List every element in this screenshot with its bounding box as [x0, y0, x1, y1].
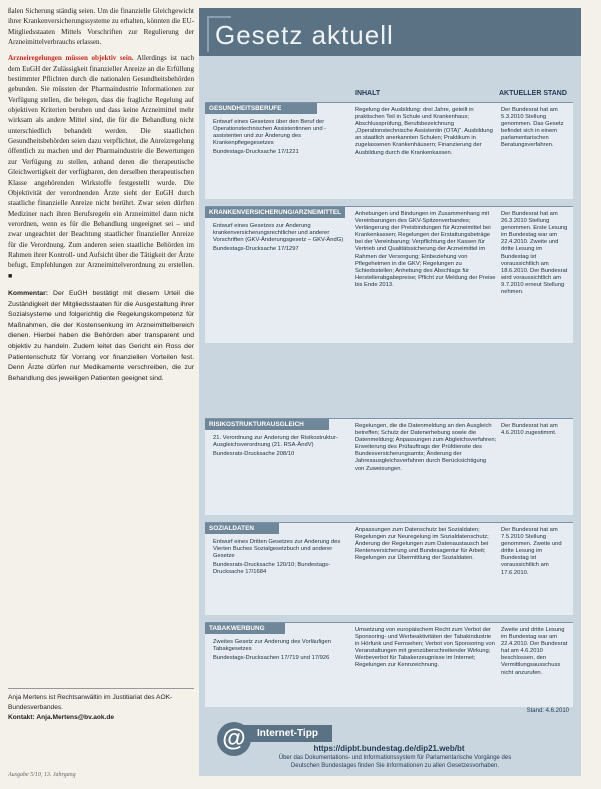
section-title: TABAKWERBUNG	[205, 623, 285, 634]
law-content: Anpassungen zum Datenschutz bei Sozialdaten; Regelungen zur Neuregelung im Sozialdatenschutz; Änderung der Regelungen zum Datenaustausch bei Rentenversicherung und Bundesagentur für Arbeit; Regelungen zur Übermittlung der Sozialdaten.	[355, 527, 489, 562]
panel-title: Gesetz aktuell	[215, 20, 394, 50]
commentary-lead: Kommentar:	[8, 289, 49, 297]
column-header-inhalt: INHALT	[355, 90, 381, 97]
law-title: Entwurf eines Gesetzes über den Beruf der Operationstechnischen Assistentinnen und -assistenten und zur Änderung des Krankenpflegegesetzes Bundestags-Drucksache 17/1221	[213, 119, 345, 156]
article-column	[8, 6, 194, 384]
law-title: Zweites Gesetz zur Änderung des Vorläufigen Tabakgesetzes Bundestags-Drucksachen 17/719 und 17/926	[213, 639, 345, 662]
author-bio: Anja Mertens ist Rechtsanwältin im Justitiariat des AOK-Bundesverbandes.	[8, 694, 173, 711]
section-krankenversicherung	[205, 206, 573, 343]
author-contact[interactable]: Kontakt: Anja.Mertens@bv.aok.de	[8, 714, 115, 721]
at-sign-icon: @	[217, 722, 251, 756]
internet-tip-text: Über das Dokumentations- und Informationssystem für Parlamentarische Vorgänge des Deutschen Bundestages finden Sie Informationen zu allen Gesetzesvorhaben.	[278, 755, 512, 769]
article-subhead: Arzneiregelungen müssen objektiv sein.	[8, 54, 134, 63]
section-title: SOZIALDATEN	[205, 523, 279, 534]
law-title: 21. Verordnung zur Änderung der Risikostruktur-Ausgleichsverordnung (21. RSA-ÄndV) Bundesrats-Drucksache 208/10	[213, 435, 345, 458]
section-title: KRANKENVERSICHERUNG/ARZNEIMITTEL	[205, 207, 345, 218]
stand-date: Stand: 4.6.2010	[526, 708, 569, 714]
section-title: GESUNDHEITSBERUFE	[205, 103, 317, 114]
commentary	[8, 289, 194, 384]
law-document: Bundesrats-Drucksache 120/10; Bundestags-Drucksache 17/1684	[213, 562, 330, 576]
law-status: Der Bundesrat hat am 26.3.2010 Stellung genommen. Erste Lesung im Bundestag war am 22.4.2010. Zweite und dritte Lesung im Bundestag ist voraussichtlich am 18.6.2010. Der Bundesrat wird voraussichtlich am 9.7.2010 erneut Stellung nehmen.	[501, 211, 568, 296]
law-status: Der Bundesrat hat am 7.5.2010 Stellung genommen. Zweite und dritte Lesung im Bundestag ist voraussichtlich am 17.6.2010.	[501, 527, 562, 576]
internet-tip-link[interactable]: https://dipbt.bundestag.de/dip21.web/bt	[313, 744, 465, 753]
article-intro: ßalen Sicherung ständig seien. Um die finanzielle Gleichgewicht ihrer Krankenversicherungssysteme zu erhalten, könnten die EU-Mitgliedsstaaten Mittels Vorschriften zur Regulierung der Arzneimittelverbrauchs erlassen.	[8, 7, 194, 47]
section-sozialdaten	[205, 522, 573, 615]
law-content: Regelungen, die die Datenmeldung an den Ausgleich betreffen; Schutz der Datenerhebung sowie die Datenmeldung; Anpassungen zum Abgleichsverfahren; Erweiterung des Prüfauftrags der Prüfdienste des Bundesversicherungsamts; Änderung der Jahresausgleichsverfahren durch Berücksichtigung von Zuweisungen.	[355, 423, 497, 472]
law-content: Umsetzung von europäischem Recht zum Verbot der Sponsoring- und Werbeaktivitäten der Tabakindustrie in Hörfunk und Fernsehen; Verbot von Sponsoring von Veranstaltungen mit grenzüberschreitender Wirkung; Werbeverbot für Tabakerzeugnisse im Internet; Regelungen zur Kennzeichnung.	[355, 627, 495, 669]
law-status: Der Bundesrat hat am 5.3.2010 Stellung genommen. Das Gesetz befindet sich in einem parlamentarischen Beratungsverfahren.	[501, 107, 564, 149]
commentary-text: Der EuGH bestätigt mit diesem Urteil die Zuständigkeit der Mitgliedsstaaten für die Ausgestaltung ihrer Sozialsysteme und folgerichtig die Regelungskompetenz für Maßnahmen, die der Kostensenkung im Arzneimittelbereich dienen. Hierbei haben die Behörden aber transparent und objektiv zu handeln. Zudem leitet das Gericht ein Ross der Patientenschutz für Vorrang vor finanziellen Vorteilen fest. Denn Ärzte dürfen nur Medikamente verschreiben, die zur Behandlung des jeweiligen Patienten geeignet sind.	[8, 289, 194, 382]
page-footer: Ausgabe 5/10, 13. Jahrgang	[8, 772, 76, 778]
law-document: Bundestags-Drucksache 17/1221	[213, 149, 299, 156]
law-panel	[199, 8, 581, 776]
section-title: RISIKOSTRUKTURAUSGLEICH	[205, 419, 329, 430]
panel-banner	[199, 8, 581, 56]
column-header-stand: AKTUELLER STAND	[499, 90, 567, 97]
law-document: Bundestags-Drucksache 17/1297	[213, 246, 299, 253]
law-title: Entwurf eines Gesetzes zur Änderung krankenversicherungsrechtlicher und anderer Vorschriften (GKV-Änderungsgesetz – GKV-ÄndG) Bundestags-Drucksache 17/1297	[213, 223, 344, 253]
law-content: Regelung der Ausbildung: drei Jahre, geteilt in praktischen Teil in Schule und Krankenhaus; Abschlussprüfung, Berufsbezeichnung „Operationstechnische Assistentin (OTA)“. Ausbildung an staatlich anerkannten Schulen; Praktikum in zugelassenen Krankenhäusern; Finanzierung der Ausbildung durch die Krankenkassen.	[355, 107, 493, 156]
article-body	[8, 53, 194, 281]
section-tabakwerbung	[205, 622, 573, 707]
law-status: Der Bundesrat hat am 4.6.2010 zugestimmt.	[501, 423, 558, 437]
law-title: Entwurf eines Dritten Gesetzes zur Änderung des Vierten Buches Sozialgesetzbuch und anderer Gesetze Bundesrats-Drucksache 120/10; Bundestags-Drucksache 17/1684	[213, 539, 345, 576]
law-content: Anhebungen und Bindungen im Zusammenhang mit Vereinbarungen des GKV-Spitzenverbandes; Verlängerung der Preisbindungen für Arzneimittel bei Krankenkassen; Regelungen der Erstattungsbeträge bei der Vereinbarung; Verpflichtung der Kassen für Vertrieb und Qualitätssicherung der Arzneimittel im Rahmen der Versorgung; Einbeziehung von Pflegeheimen in die GKV; Regelungen zu Schiedsstellen; Anhebung des Abschlags für Herstellerabgabepreise; Pflicht zur Meldung der Preise bis Ende 2013.	[355, 211, 496, 288]
section-gesundheitsberufe	[205, 102, 573, 199]
article-body-text: Allerdings ist nach dem EuGH der Zulässigkeit finanzieller Anreize an die Erfüllung bestimmter Pflichten durch die nationalen Gesundheitsbehörden gebunden. Sie müssten der Pharmaindustrie Informationen zur Verfügung stellen, die belegen, dass die fragliche Regelung auf objektiven Kriterien beruhen und dass keine Arzneimittel mehr wirksam als andere Mittel sind, die für die Behandlung nicht unterschiedlich behandelt werden. Die staatlichen Gesundheitsbehörden seien dazu verpflichtet, die Anreizregelung öffentlich zu machen und der Pharmaindustrie die Bewertungen zur Verfügung zu stellen, anhand deren die therapeutische Gleichwertigkeit der verfügbaren, den derselben therapeutischen Klasse angehörenden Wirkstoffe festgestellt wurde. Die Objektivität der verordnenden Ärzte sieht der EuGH durch staatliche finanzielle Anreize nicht berührt. Zwar seien dürften Mediziner nach ihren Berufsregeln ein Arzneimittel dann nicht verordnen, wenn es für die Behandlung ungeeignet sei – und zwar ungeachtet der Beachtung staatlicher finanzieller Anreize für die Verordnung. Zum anderen seien staatliche Behörden im Rahmen ihrer Kontroll- und Aufsicht über die Tätigkeit der Ärzte befugt, Empfehlungen zur Arzneimittelverordnung zu erstellen. ■	[8, 54, 194, 280]
internet-tip	[205, 714, 573, 780]
law-document: Bundesrats-Drucksache 208/10	[213, 451, 295, 458]
section-risikostrukturausgleich	[205, 418, 573, 515]
law-status: Zweite und dritte Lesung im Bundestag war am 22.4.2010. Der Bundesrat hat am 4.6.2010 beschlossen, den Vermittlungsausschuss nicht anzurufen.	[501, 627, 568, 676]
internet-tip-label: Internet-Tipp	[241, 725, 332, 742]
author-box	[8, 688, 194, 723]
law-document: Bundestags-Drucksachen 17/719 und 17/926	[213, 655, 330, 662]
